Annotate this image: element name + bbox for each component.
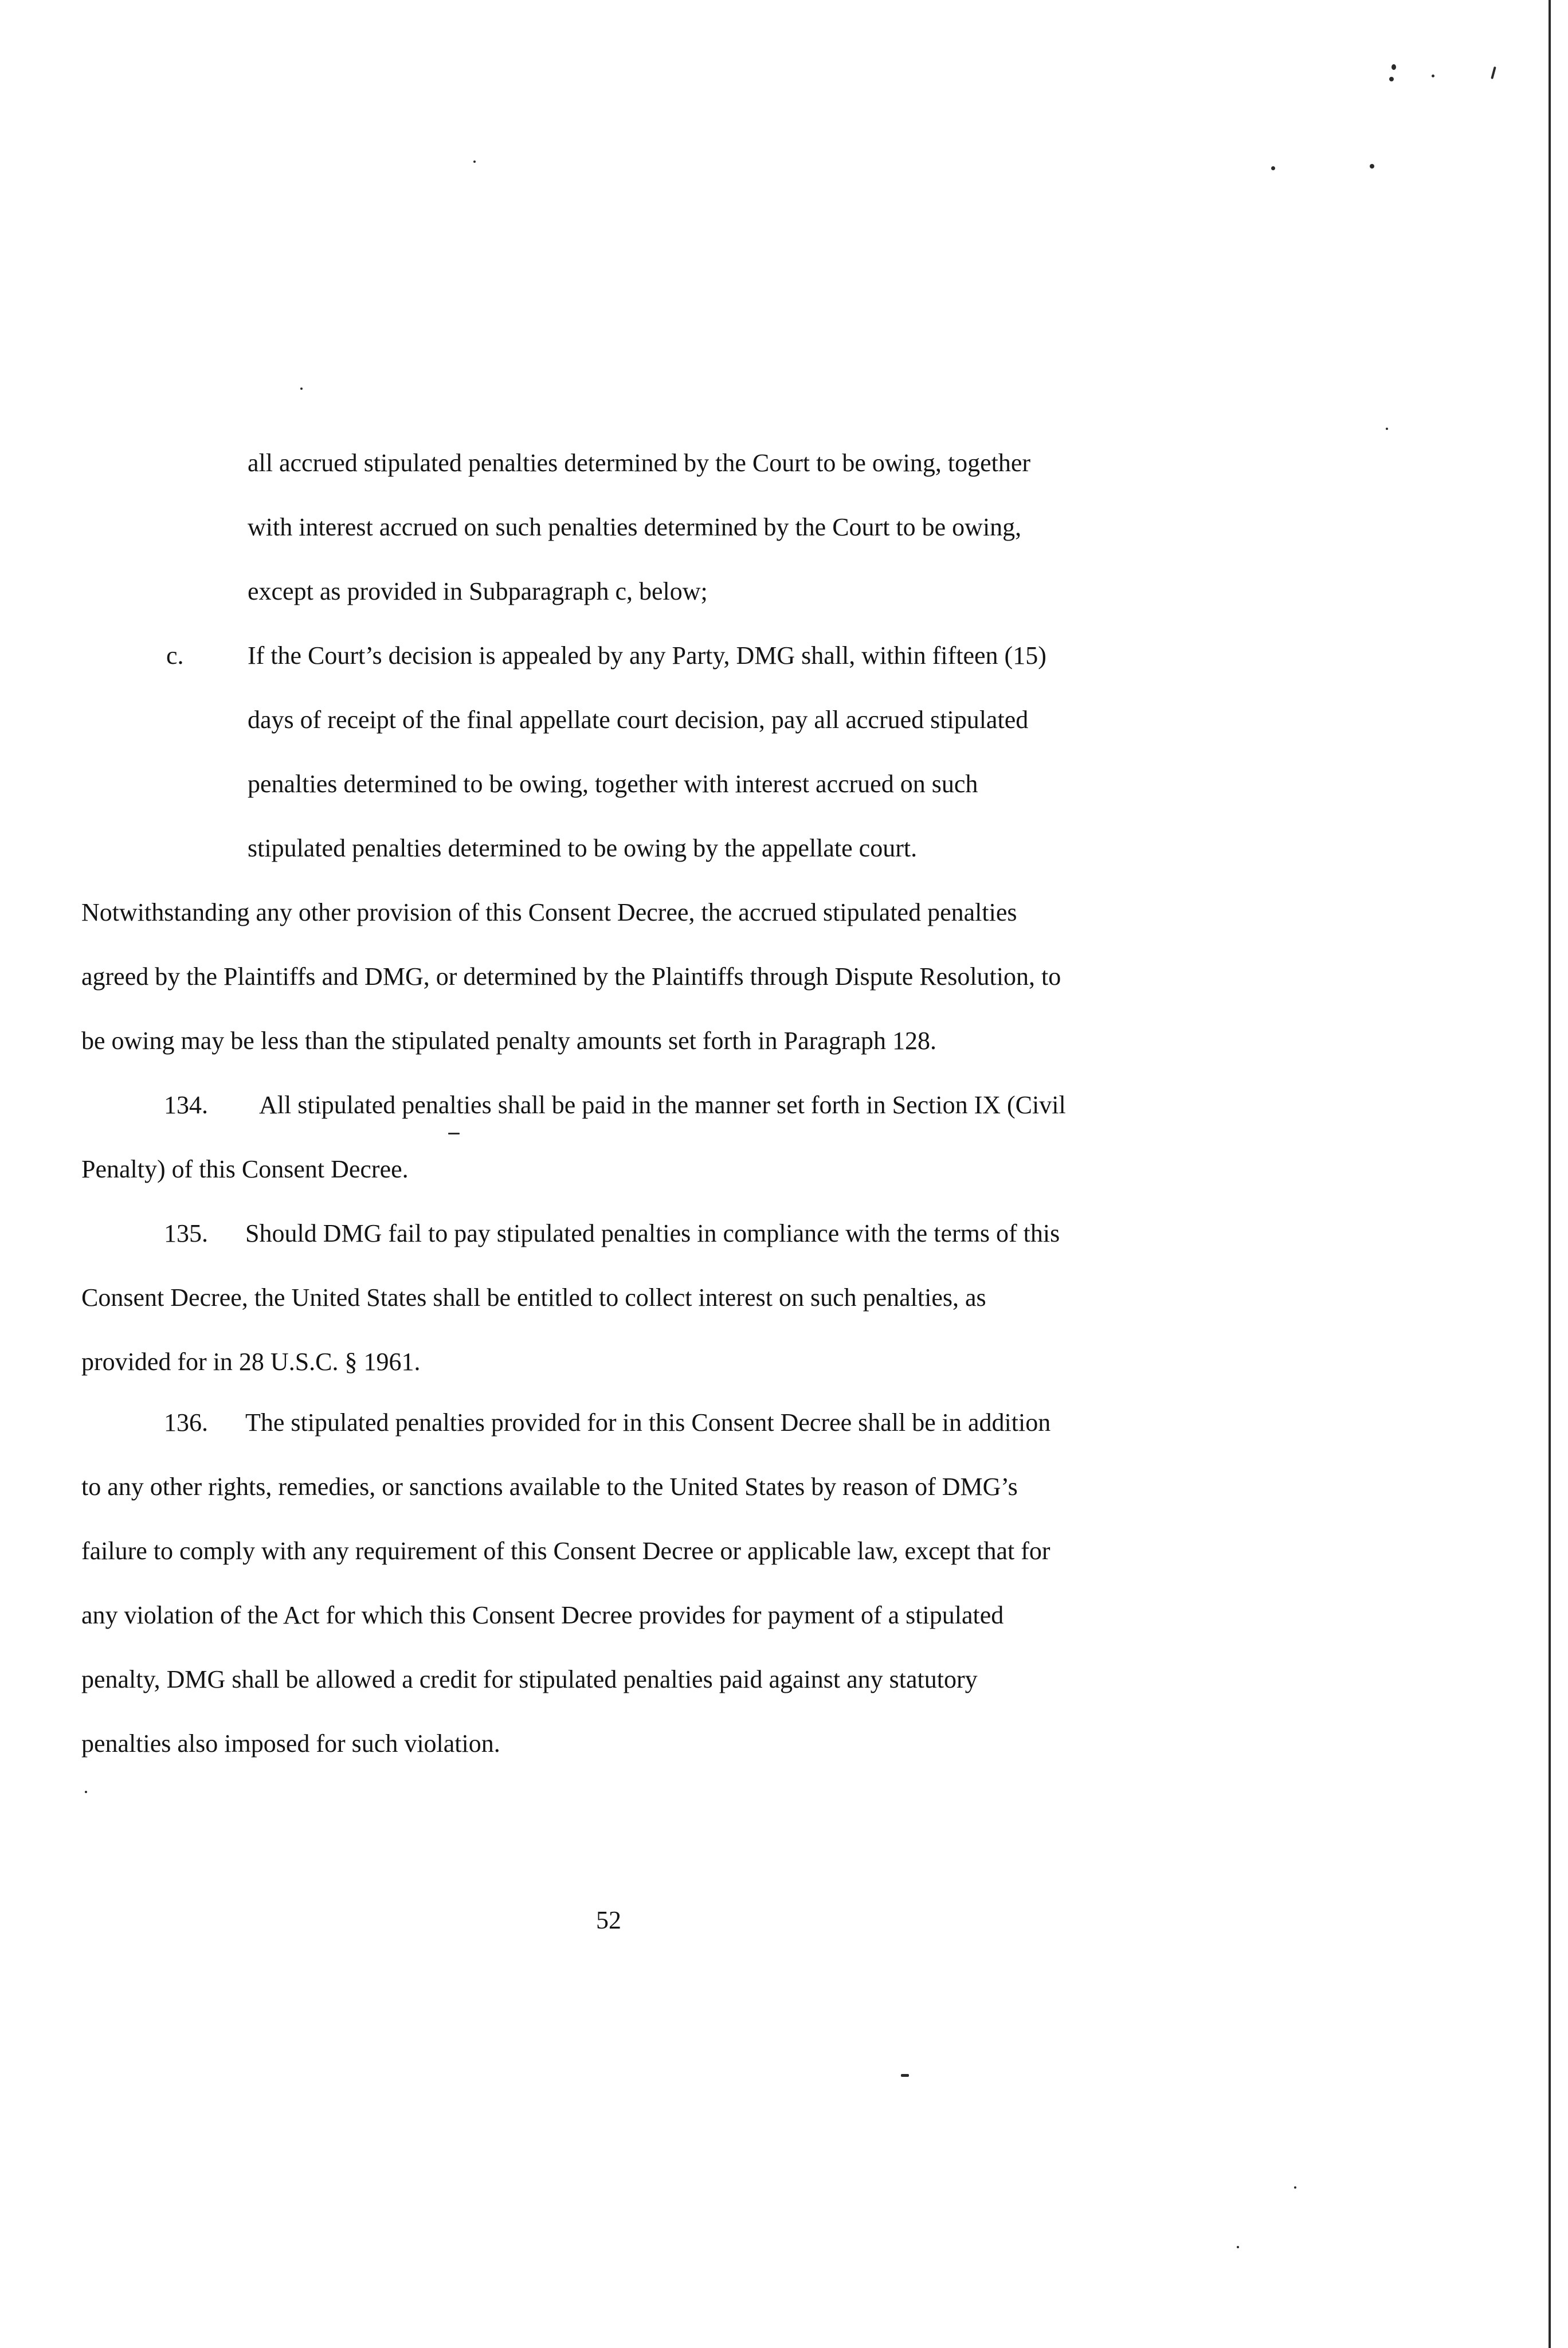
scan-speck xyxy=(473,161,476,163)
notwithstanding-line: agreed by the Plaintiffs and DMG, or determined by the Plaintiffs through Dispute Resolution, to xyxy=(81,962,1061,991)
notwithstanding-line: be owing may be less than the stipulated penalty amounts set forth in Paragraph 128. xyxy=(81,1027,937,1055)
paragraph-number: 135. xyxy=(164,1219,208,1247)
continuation-line: except as provided in Subparagraph c, below; xyxy=(248,577,708,605)
scan-speck xyxy=(448,1133,460,1134)
scan-speck xyxy=(1432,75,1434,77)
paragraph-first-line: The stipulated penalties provided for in this Consent Decree shall be in addition xyxy=(245,1408,1051,1437)
paragraph-number: 134. xyxy=(164,1091,208,1119)
scan-speck xyxy=(1237,2246,1239,2248)
scan-speck xyxy=(1271,166,1275,170)
subparagraph-c-line: penalties determined to be owing, together with interest accrued on such xyxy=(248,770,978,798)
continuation-line: all accrued stipulated penalties determined by the Court to be owing, together xyxy=(248,449,1031,477)
paragraph-line: to any other rights, remedies, or sanctions available to the United States by reason of DMG’s xyxy=(81,1473,1018,1501)
scan-speck xyxy=(1391,64,1396,70)
page-number: 52 xyxy=(596,1906,621,1934)
notwithstanding-line: Notwithstanding any other provision of this Consent Decree, the accrued stipulated penalties xyxy=(81,898,1017,926)
scan-speck xyxy=(85,1791,87,1793)
paragraph-line: Consent Decree, the United States shall be entitled to collect interest on such penalties, as xyxy=(81,1283,986,1312)
scan-speck xyxy=(1294,2186,1296,2189)
subparagraph-c-line: days of receipt of the final appellate court decision, pay all accrued stipulated xyxy=(248,706,1029,734)
paragraph-line: provided for in 28 U.S.C. § 1961. xyxy=(81,1348,421,1376)
scan-speck xyxy=(1370,164,1374,169)
subparagraph-c-line: stipulated penalties determined to be owing by the appellate court. xyxy=(248,834,918,862)
scan-speck xyxy=(1491,66,1496,79)
scan-speck xyxy=(1389,77,1394,81)
scan-speck xyxy=(901,2074,909,2077)
paragraph-number: 136. xyxy=(164,1408,208,1437)
paragraph-line: any violation of the Act for which this Consent Decree provides for payment of a stipulated xyxy=(81,1601,1004,1629)
scan-speck xyxy=(1386,428,1388,430)
continuation-line: with interest accrued on such penalties determined by the Court to be owing, xyxy=(248,513,1022,541)
subparagraph-label: c. xyxy=(166,641,184,670)
paragraph-line: Penalty) of this Consent Decree. xyxy=(81,1155,409,1183)
paragraph-line: penalty, DMG shall be allowed a credit for stipulated penalties paid against any statutory xyxy=(81,1665,978,1693)
scan-speck xyxy=(300,388,303,390)
paragraph-line: penalties also imposed for such violation. xyxy=(81,1729,500,1758)
paragraph-first-line: Should DMG fail to pay stipulated penalties in compliance with the terms of this xyxy=(245,1219,1060,1247)
paragraph-first-line: All stipulated penalties shall be paid in the manner set forth in Section IX (Civil xyxy=(259,1091,1066,1119)
subparagraph-c-line: If the Court’s decision is appealed by any Party, DMG shall, within fifteen (15) xyxy=(248,641,1046,670)
scan-edge-line xyxy=(1549,0,1551,2348)
paragraph-line: failure to comply with any requirement of this Consent Decree or applicable law, except that for xyxy=(81,1537,1050,1565)
